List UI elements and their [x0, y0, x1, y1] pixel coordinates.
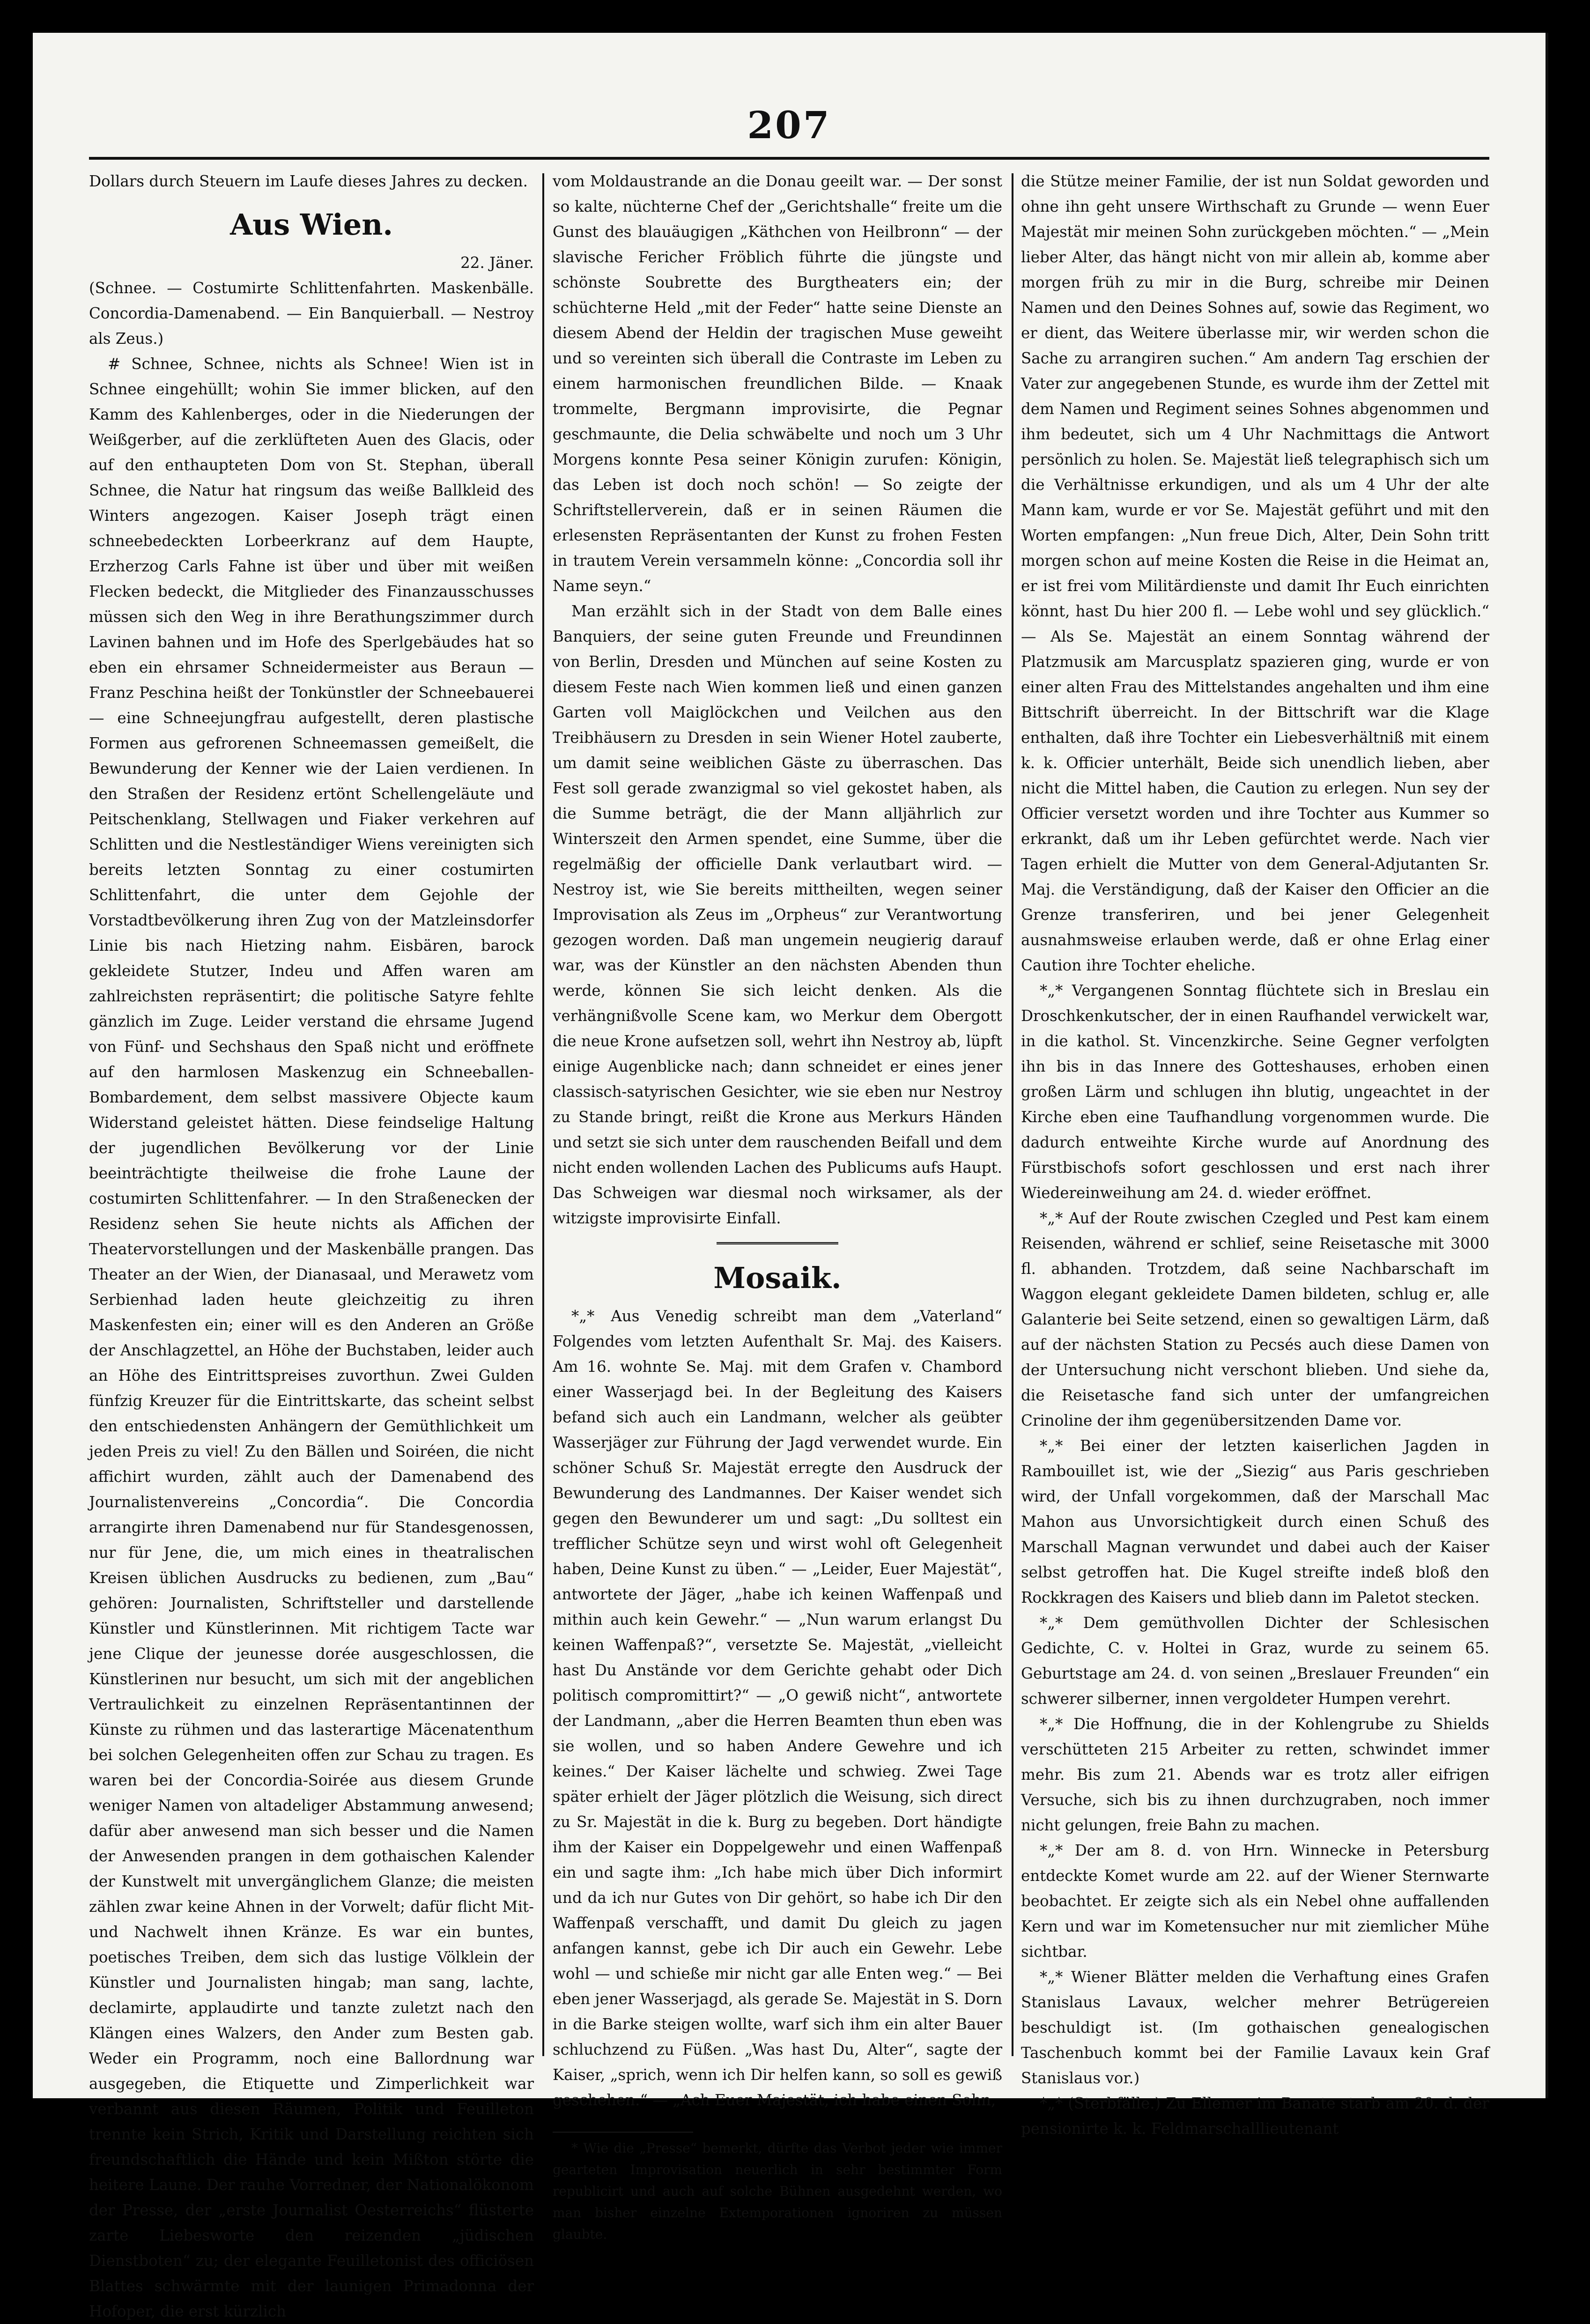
- intro-text: Dollars durch Steuern im Laufe dieses Jahres zu decken.: [89, 172, 528, 190]
- mosaik-item: *„* Auf der Route zwischen Czegled und Pest kam einem Reisenden, während er schlief, seine Reisetasche mit 3000 fl. abhanden. Trotzdem, daß seine Nachbarschaft im Waggon elegant gekleidete Damen bildeten, schlug er, alle Galanterie bei Seite setzend, einen so gewaltigen Lärm, daß auf der nächsten Station zu Pecsés auch diese Damen von der Untersuchung nicht verschont blieben. Und siehe da, die Reisetasche fand sich unter der umfangreichen Crinoline der ihm gegenübersitzenden Dame vor.: [1021, 1209, 1489, 1429]
- section-heading-mosaik: Mosaik.: [713, 1261, 842, 1295]
- header-rule: [89, 157, 1489, 160]
- mosaik-item: *„* (Sterbfälle.) Zu Ellemer im Banate starb am 20. d. der pensionirte k. k. Feldmarschalllieutenant: [1021, 2095, 1489, 2138]
- mosaik-item: *„* Aus Venedig schreibt man dem „Vaterland“ Folgendes vom letzten Aufenthalt Sr. Maj. des Kaisers. Am 16. wohnte Se. Maj. mit dem Grafen v. Chambord einer Wasserjagd bei. In der Begleitung des Kaisers befand sich auch ein Landmann, welcher als geübter Wasserjäger zur Führung der Jagd verwendet wurde. Ein schöner Schuß Sr. Majestät erregte den Ausdruck der Bewunderung des Landmannes. Der Kaiser wendet sich gegen den Bewunderer um und sagt: „Du solltest ein trefflicher Schütze seyn und wirst wohl oft Gelegenheit haben, Deine Kunst zu üben.“ — „Leider, Euer Majestät“, antwortete der Jäger, „habe ich keinen Waffenpaß und mithin auch kein Gewehr.“ — „Nun warum erlangst Du keinen Waffenpaß?“, versetzte Se. Majestät, „vielleicht hast Du Anstände vor dem Gerichte gehabt oder Dich politisch compromittirt?“ — „O gewiß nicht“, antwortete der Landmann, „aber die Herren Beamten thun eben was sie wollen, und so haben Andere Gewehre und ich keines.“ Der Kaiser lächelte und schwieg. Zwei Tage später erhielt der Jäger plötzlich die Weisung, sich direct zu Sr. Majestät in die k. Burg zu begeben. Dort händigte ihm der Kaiser ein Doppelgewehr und einen Waffenpaß ein und sagte ihm: „Ich habe mich über Dich informirt und da ich nur Gutes von Dir gehört, so habe ich Dir den Waffenpaß verschafft, und damit Du gleich zu jagen anfangen kannst, gebe ich Dir auch ein Gewehr. Lebe wohl — und schieße mir nicht gar alle Enten weg.“ — Bei eben jener Wasserjagd, als gerade Se. Majestät in S. Dorn in die Barke steigen wollte, warf sich ihm ein alter Bauer schluchzend zu Füßen. „Was hast Du, Alter“, sagte der Kaiser, „sprich, wenn ich Dir helfen kann, so soll es gewiß geschehen.“ — „Ach Euer Majestät, ich habe einen Sohn,: [553, 1307, 1002, 2109]
- summary-line: (Schnee. — Costumirte Schlittenfahrten. Maskenbälle. Concordia-Damenabend. — Ein Banquierball. — Nestroy als Zeus.): [89, 279, 534, 348]
- section-rule: [717, 1242, 838, 1247]
- article-paragraph: die Stütze meiner Familie, der ist nun Soldat geworden und ohne ihn geht unsere Wirthschaft zu Grunde — wenn Euer Majestät mir meinen Sohn zurückgeben möchten.“ — „Mein lieber Alter, das hängt nicht von mir allein ab, komme aber morgen früh zu mir in die Burg, schreibe mir Deinen Namen und den Deines Sohnes auf, sowie das Regiment, wo er dient, das Weitere überlasse mir, wir werden schon die Sache zu arrangiren suchen.“ Am andern Tag erschien der Vater zur angegebenen Stunde, es wurde ihm der Zettel mit dem Namen und Regiment seines Sohnes abgenommen und ihm bedeutet, sich um 4 Uhr Nachmittags die Antwort persönlich zu holen. Se. Majestät ließ telegraphisch sich um die Verhältnisse erkundigen, und als um 4 Uhr der alte Mann kam, wurde er vor Se. Majestät geführt und mit den Worten empfangen: „Nun freue Dich, Alter, Dein Sohn tritt morgen schon auf meine Kosten die Reise in die Heimat an, er ist frei vom Militärdienste und damit Ihr Euch einrichten könnt, hast Du hier 200 fl. — Lebe wohl und sey glücklich.“ — Als Se. Majestät an einem Sonntag während der Platzmusik am Marcusplatz spazieren ging, wurde er von einer alten Frau des Mittelstandes angehalten und ihm eine Bittschrift überreicht. In der Bittschrift war die Klage enthalten, daß ihre Tochter ein Liebesverhältniß mit einem k. k. Officier unterhält, Beide sich unendlich lieben, aber nicht die Mittel haben, die Caution zu erlegen. Nun sey der Officier versetzt worden und ihre Tochter aus Kummer so erkrankt, daß um ihr Leben gefürchtet werde. Nach vier Tagen erhielt die Mutter von dem General-Adjutanten Sr. Maj. die Verständigung, daß der Kaiser den Officier an die Grenze transferiren, und bei jener Gelegenheit ausnahmsweise erlauben werde, daß er ohne Erlag einer Caution ihre Tochter eheliche.: [1021, 172, 1489, 974]
- column-divider: [542, 173, 544, 2056]
- column-2: [553, 169, 1002, 2242]
- mosaik-item: *„* Der am 8. d. von Hrn. Winnecke in Petersburg entdeckte Komet wurde am 22. auf der Wiener Sternwarte beobachtet. Er zeigte sich als ein Nebel ohne auffallenden Kern und war im Kometensucher nur mit ziemlicher Mühe sichtbar.: [1021, 1842, 1489, 1961]
- page-number: 207: [747, 103, 831, 147]
- mosaik-item: *„* Die Hoffnung, die in der Kohlengrube zu Shields verschütteten 215 Arbeiter zu retten, schwindet immer mehr. Bis zum 21. Abends war es trotz aller eifrigen Versuche, sich bis zu ihnen durchzugraben, noch immer nicht gelungen, freie Bahn zu machen.: [1021, 1715, 1489, 1834]
- article-paragraph: Man erzählt sich in der Stadt von dem Balle eines Banquiers, der seine guten Freunde und Freundinnen von Berlin, Dresden und München auf seine Kosten zu diesem Feste nach Wien kommen ließ und einen ganzen Garten voll Maiglöckchen und Veilchen aus den Treibhäusern zu Dresden in sein Wiener Hotel zauberte, um damit seine weiblichen Gäste zu überraschen. Das Fest soll gerade zwanzigmal so viel gekostet haben, als die Summe beträgt, die der Mann alljährlich zur Winterszeit den Armen spendet, eine Summe, über die regelmäßig der officielle Dank verlautbart wird. — Nestroy ist, wie Sie bereits mittheilten, wegen seiner Improvisation als Zeus im „Orpheus“ zur Verantwortung gezogen worden. Daß man ungemein neugierig darauf war, was der Künstler an den nächsten Abenden thun werde, können Sie sich leicht denken. Als die verhängnißvolle Scene kam, wo Merkur dem Obergott die neue Krone aufsetzen soll, wehrt ihn Nestroy ab, lüpft einige Augenblicke nach; dann schneidet er eines jener classisch-satyrischen Gesichter, wie sie eben nur Nestroy zu Stande bringt, reißt die Krone aus Merkurs Händen und setzt sie sich unter dem rauschenden Beifall und dem nicht enden wollenden Lachen des Publicums aufs Haupt. Das Schweigen war diesmal noch wirksamer, als der witzigste improvisirte Einfall.: [553, 602, 1002, 1227]
- mosaik-item: *„* Vergangenen Sonntag flüchtete sich in Breslau ein Droschkenkutscher, der in einen Raufhandel verwickelt war, in die kathol. St. Vincenzkirche. Seine Gegner verfolgten ihn bis in das Innere des Gotteshauses, erhoben einen großen Lärm und schlugen ihn blutig, ungeachtet in der Kirche eben eine Taufhandlung vorgenommen wurde. Die dadurch entweihte Kirche wurde auf Anordnung des Fürstbischofs sofort geschlossen und erst nach ihrer Wiedereinweihung am 24. d. wieder eröffnet.: [1021, 982, 1489, 1202]
- section-heading-wien: Aus Wien.: [230, 207, 393, 242]
- article-paragraph: # Schnee, Schnee, nichts als Schnee! Wien ist in Schnee eingehüllt; wohin Sie immer blicken, auf den Kamm des Kahlenberges, oder in die Niederungen der Weißgerber, auf die zerklüfteten Auen des Glacis, oder auf den enthaupteten Dom von St. Stephan, überall Schnee, die Natur hat ringsum das weiße Ballkleid des Winters angezogen. Kaiser Joseph trägt einen schneebedeckten Lorbeerkranz auf dem Haupte, Erzherzog Carls Fahne ist über und über mit weißen Flecken bedeckt, die Mitglieder des Finanzausschusses müssen sich den Weg in ihre Berathungszimmer durch Lavinen bahnen und im Hofe des Sperlgebäudes hat so eben ein ehrsamer Schneidermeister aus Beraun — Franz Peschina heißt der Tonkünstler der Schneebauerei — eine Schneejungfrau aufgestellt, deren plastische Formen aus gefrorenen Schneemassen gemeißelt, die Bewunderung der Kenner wie der Laien verdienen. In den Straßen der Residenz ertönt Schellengeläute und Peitschenklang, Stellwagen und Fiaker verkehren auf Schlitten und die Nestleständiger Wiens vereinigten sich bereits letzten Sonntag zu einer costumirten Schlittenfahrt, die unter dem Gejohle der Vorstadtbevölkerung ihren Zug von der Matzleinsdorfer Linie bis nach Hietzing nahm. Eisbären, barock gekleidete Stutzer, Indeu und Affen waren am zahlreichsten repräsentirt; die politische Satyre fehlte gänzlich im Zuge. Leider verstand die ehrsame Jugend von Fünf- und Sechshaus den Spaß nicht und eröffnete auf den harmlosen Maskenzug ein Schneeballen-Bombardement, dem selbst massivere Objecte kaum Widerstand geleistet hätten. Diese feindselige Haltung der jugendlichen Bevölkerung vor der Linie beeinträchtigte theilweise die frohe Laune der costumirten Schlittenfahrer. — In den Straßenecken der Residenz sehen Sie heute nichts als Affichen der Theatervorstellungen und der Maskenbälle prangen. Das Theater an der Wien, der Dianasaal, und Merawetz vom Serbienhad laden heute gleichzeitig zu ihren Maskenfesten ein; einer will es den Anderen an Größe der Anschlagzettel, an Höhe der Buchstaben, leider auch an Höhe des Eintrittspreises zuvorthun. Zwei Gulden fünfzig Kreuzer für die Eintrittskarte, das scheint selbst den entschiedensten Anhängern der Gemüthlichkeit um jeden Preis zu viel! Zu den Bällen und Soiréen, die nicht affichirt wurden, zählt auch der Damenabend des Journalistenvereins „Concordia“. Die Concordia arrangirte ihren Damenabend nur für Standesgenossen, nur für Jene, die, um mich eines in theatralischen Kreisen üblichen Ausdrucks zu bedienen, zum „Bau“ gehören: Journalisten, Schriftsteller und darstellende Künstler und Künstlerinnen. Mit richtigem Tacte war jene Clique der jeunesse dorée ausgeschlossen, die Künstlerinen nur besucht, um sich mit der angeblichen Vertraulichkeit zu einzelnen Repräsentantinnen der Künste zu rühmen und das lasterartige Mäcenatenthum bei solchen Gelegenheiten offen zur Schau zu tragen. Es waren bei der Concordia-Soirée aus diesem Grunde weniger Namen von altadeliger Abstammung anwesend; dafür aber anwesend man sich besser und die Namen der Anwesenden prangen in dem gothaischen Kalender der Kunstwelt mit unvergänglichem Glanze; die meisten zählen zwar keine Ahnen in der Vorwelt; dafür flicht Mit- und Nachwelt ihnen Kränze. Es war ein buntes, poetisches Treiben, dem sich das lustige Völklein der Künstler und Journalisten hingab; man sang, lachte, declamirte, applaudirte und tanzte zuletzt nach den Klängen eines Walzers, den Ander zum Besten gab. Weder ein Programm, noch eine Ballordnung war ausgegeben, die Etiquette und Zimperlichkeit war verbannt aus diesen Räumen, Politik und Feuilleton trennte kein Strich, Kritik und Darstellung reichten sich freundschaftlich die Hände und kein Mißton störte die heitere Laune. Der rauhe Vorredner, der Nationalökonom der Presse, der „erste Journalist Oesterreichs“ flüsterte zarte Liebesworte den reizenden „jüdischen Dienstboten“ zu; der elegante Feuilletonist des officiösen Blattes schwärmte mit der launigen Primadonna der Hofoper, die erst kürzlich: [89, 355, 534, 2320]
- footnote-rule: [553, 2132, 693, 2133]
- mosaik-item: *„* Dem gemüthvollen Dichter der Schlesischen Gedichte, C. v. Holtei in Graz, wurde zu seinem 65. Geburtstage am 24. d. von seinen „Breslauer Freunden“ ein schwerer silberner, innen vergoldeter Humpen verehrt.: [1021, 1614, 1489, 1708]
- column-divider: [1012, 173, 1013, 2056]
- footnote: * Wie die „Presse“ bemerkt, dürfte das Verbot jeder wie immer gearteten Improvisation neuerlich in sehr bestimmter Form republicirt und auch auf solche Bühnen ausgedehnt werden, wo man bisher einzelne Extemporationen ignoriren zu müssen glaubte.: [553, 2140, 1002, 2242]
- column-1: [89, 169, 534, 2320]
- column-3: [1021, 169, 1489, 2138]
- dateline: 22. Jäner.: [460, 254, 534, 272]
- mosaik-item: *„* Bei einer der letzten kaiserlichen Jagden in Rambouillet ist, wie der „Siezig“ aus Paris geschrieben wird, der Unfall vorgekommen, daß der Marschall Mac Mahon aus Unvorsichtigkeit durch einen Schuß des Marschall Magnan verwundet und dabei auch der Kaiser selbst getroffen hat. Die Kugel streifte indeß bloß den Rockkragen des Kaisers und blieb dann im Paletot stecken.: [1021, 1437, 1489, 1606]
- article-paragraph: vom Moldaustrande an die Donau geeilt war. — Der sonst so kalte, nüchterne Chef der „Gerichtshalle“ freite um die Gunst des blauäugigen „Käthchen von Heilbronn“ — der slavische Fericher Fröblich führte die jüngste und schönste Soubrette des Burgtheaters ein; der schüchterne Held „mit der Feder“ hatte seine Dienste an diesem Abend der Heldin der tragischen Muse geweiht und so vereinten sich überall die Contraste im Leben zu einem harmonischen freundlichen Bilde. — Knaak trommelte, Bergmann improvisirte, die Pegnar geschmaunte, die Delia schwäbelte und noch um 3 Uhr Morgens konnte Pesa seiner Königin zurufen: Königin, das Leben ist doch noch schön! — So zeigte der Schriftstellerverein, daß er in seinen Räumen die erlesensten Repräsentanten der Kunst zu frohen Festen in trautem Verein versammeln könne: „Concordia soll ihr Name seyn.“: [553, 172, 1002, 595]
- mosaik-item: *„* Wiener Blätter melden die Verhaftung eines Grafen Stanislaus Lavaux, welcher mehrer Betrügereien beschuldigt ist. (Im gothaischen genealogischen Taschenbuch kommt bei der Familie Lavaux kein Graf Stanislaus vor.): [1021, 1968, 1489, 2087]
- newspaper-page: [33, 33, 1548, 2320]
